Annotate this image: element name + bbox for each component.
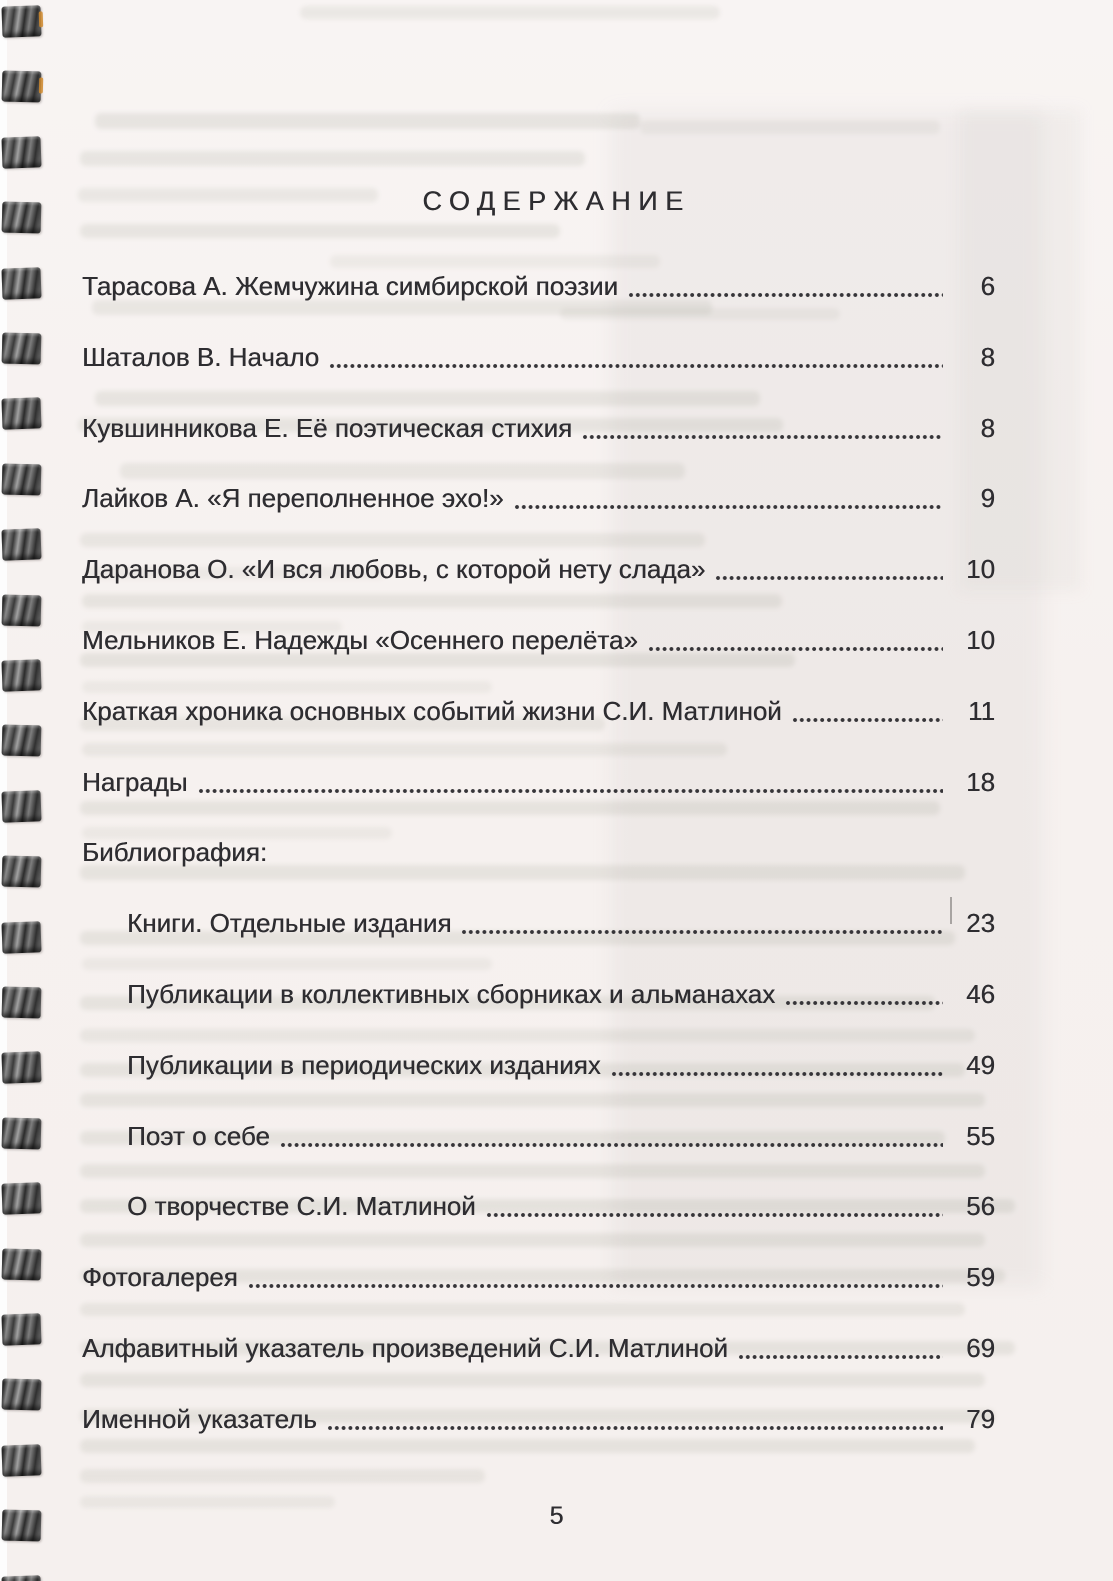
spiral-coil <box>2 1117 42 1149</box>
spiral-coil <box>2 332 42 364</box>
toc-entry-title: Публикации в периодических изданиях <box>127 1049 601 1080</box>
leader-dots <box>248 1283 943 1289</box>
folio-page-number: 5 <box>549 1502 564 1530</box>
toc-entry <box>82 270 995 303</box>
spiral-coil <box>1 267 41 299</box>
spiral-coil <box>2 202 42 234</box>
leader-dots <box>461 929 943 935</box>
spiral-coil <box>2 1379 42 1411</box>
leader-dots <box>198 788 944 794</box>
toc-entry <box>82 695 995 728</box>
toc-entry <box>82 978 995 1011</box>
toc-entry-page-number: 18 <box>966 766 995 797</box>
spiral-coil <box>1 136 41 168</box>
toc-entry <box>82 1403 995 1436</box>
leader-dots <box>628 292 943 298</box>
toc-entry <box>82 1261 995 1294</box>
toc-entry-page-number: 46 <box>966 979 995 1009</box>
spiral-coil <box>1 790 41 822</box>
toc-entry-page-number: 9 <box>980 483 995 514</box>
toc-entry <box>82 1332 995 1365</box>
toc-entry-title: Мельников Е. Надежды «Осеннего перелёта» <box>82 625 638 655</box>
toc-entry <box>82 1190 995 1223</box>
leader-dots <box>582 434 943 440</box>
toc-entry-title: Лайков А. «Я переполненное эхо!» <box>82 483 504 514</box>
spiral-coil <box>2 71 42 103</box>
spiral-coil <box>2 463 42 495</box>
toc-entry-title: Алфавитный указатель произведений С.И. Матлиной <box>82 1333 728 1363</box>
toc-entry-title: Библиография: <box>82 837 268 868</box>
leader-dots <box>611 1071 943 1077</box>
scan-artifact <box>950 897 952 924</box>
toc-entry-title: Публикации в коллективных сборниках и альманахах <box>127 979 776 1009</box>
toc-entry-page-number: 69 <box>966 1333 995 1363</box>
spiral-coil <box>2 725 42 757</box>
spiral-coil <box>1 398 41 430</box>
toc-entry-page-number: 23 <box>966 908 995 939</box>
spiral-coil <box>2 594 42 626</box>
toc-entry <box>82 836 995 869</box>
leader-dots <box>329 363 943 369</box>
toc-entry <box>82 766 995 799</box>
toc-entry-page-number: 55 <box>966 1120 995 1151</box>
leader-dots <box>648 646 943 652</box>
spiral-binding <box>0 0 60 1581</box>
toc-entry <box>82 907 995 940</box>
spiral-coil <box>2 856 42 888</box>
spiral-coil <box>1 1183 41 1215</box>
toc-entry-title: Именной указатель <box>82 1403 317 1434</box>
toc-entry-title: Поэт о себе <box>127 1120 270 1151</box>
spiral-coil <box>1 1444 41 1476</box>
toc-entry-page-number: 10 <box>966 625 995 655</box>
toc-entry-page-number: 8 <box>980 341 995 372</box>
toc-entry-page-number: 56 <box>966 1191 995 1222</box>
spiral-coil <box>1 1313 41 1345</box>
toc-entry <box>82 341 995 374</box>
toc-entry-page-number: 8 <box>980 412 995 443</box>
spiral-coil <box>2 1510 42 1542</box>
toc-entry-title: Кувшинникова Е. Её поэтическая стихия <box>82 412 573 443</box>
spiral-coil <box>1 921 41 953</box>
leader-dots <box>280 1142 943 1148</box>
toc-entry-title: Книги. Отдельные издания <box>127 908 452 939</box>
toc-entry-title: Фотогалерея <box>82 1262 238 1293</box>
toc-entry <box>82 553 995 586</box>
spiral-coil <box>1 5 41 37</box>
leader-dots <box>327 1425 943 1431</box>
toc-entry <box>82 412 995 445</box>
toc-entry-title: Даранова О. «И вся любовь, с которой нету слада» <box>82 554 706 585</box>
toc-entry <box>82 482 995 515</box>
spiral-coil <box>2 1248 42 1280</box>
toc-entry-page-number: 6 <box>980 271 995 301</box>
toc-entry <box>82 1120 995 1153</box>
leader-dots <box>785 1000 943 1006</box>
toc-entry-title: Тарасова А. Жемчужина симбирской поэзии <box>82 271 618 301</box>
toc-entry <box>82 1049 995 1082</box>
spiral-coil <box>2 986 42 1018</box>
toc-entry-page-number: 59 <box>966 1262 995 1293</box>
toc-entry-title: Шаталов В. Начало <box>82 341 320 372</box>
toc-entry <box>82 624 995 657</box>
toc-entry-title: Награды <box>82 766 188 797</box>
toc-entry-title: Краткая хроника основных событий жизни С.И. Матлиной <box>82 695 782 726</box>
toc-entry-page-number: 11 <box>968 695 995 726</box>
toc-entry-title: О творчестве С.И. Матлиной <box>127 1191 476 1222</box>
page-title: СОДЕРЖАНИЕ <box>422 186 691 216</box>
leader-dots <box>486 1212 943 1218</box>
toc-entry-page-number: 79 <box>966 1403 995 1434</box>
leader-dots <box>738 1354 943 1360</box>
spiral-coil <box>1 1575 41 1581</box>
leader-dots <box>792 717 943 723</box>
spiral-coil <box>1 659 41 691</box>
leader-dots <box>715 575 943 581</box>
spiral-coil <box>1 1052 41 1084</box>
spiral-coil <box>1 529 41 561</box>
toc-entry-page-number: 10 <box>966 554 995 585</box>
toc-entry-page-number: 49 <box>966 1049 995 1080</box>
leader-dots <box>514 504 943 510</box>
